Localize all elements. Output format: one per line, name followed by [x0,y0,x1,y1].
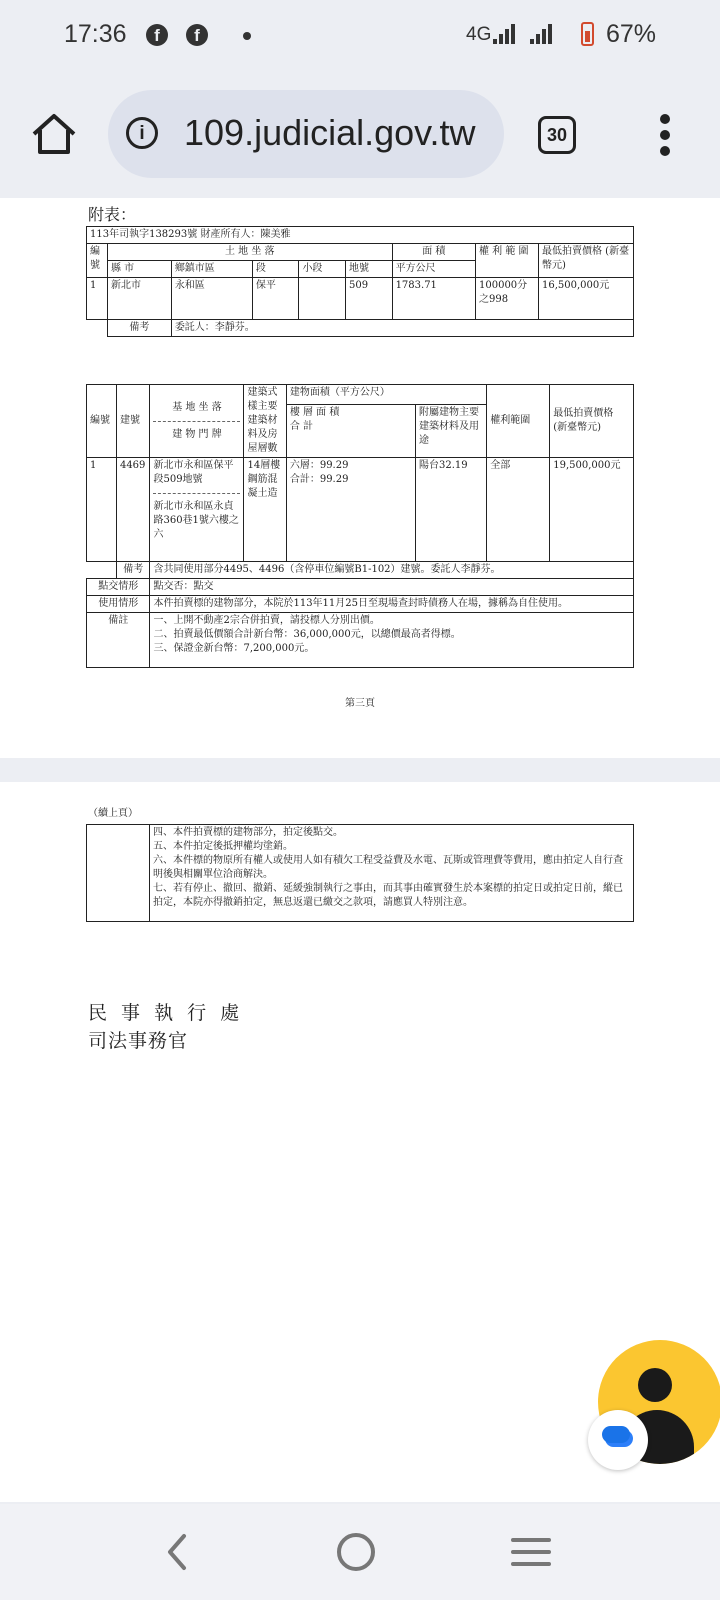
col-header-location: 基 地 坐 落 [172,401,222,413]
more-notifications-dot-icon [243,32,251,40]
land-table [86,226,634,337]
remark-label: 備考 [116,562,150,579]
cell-lot: 509 [346,278,393,320]
continued-notes-table [86,824,634,922]
col-header-no: 編號 [87,385,117,458]
cell-structure: 14層樓鋼筋混凝土造 [244,458,286,562]
cell-subsection [299,278,346,320]
browser-toolbar [0,72,720,196]
col-header-rights: 權利範圍 [487,385,550,458]
address-bar[interactable] [108,90,504,178]
cell-total-area: 合計：99.29 [289,474,349,485]
cell-building-no: 4469 [116,458,150,562]
note-line: 三、保證金新台幣：7,200,000元。 [153,643,315,654]
cell-rights: 100000分之998 [476,278,539,320]
col-header-price: 最低拍賣價格 (新臺幣元) [539,244,634,278]
usage-label: 使用情形 [87,596,150,613]
col-header-rights: 權 利 範 圍 [476,244,539,278]
note-line: 七、若有停止、撤回、撤銷、延緩強制執行之事由，而其事由確實發生於本案標的拍定日或拍定日前，縱已拍定，本院亦得撤銷拍定，無息返還已繳交之款項，請應買人特別注意。 [153,883,623,908]
cell-door-address: 新北市永和區永貞路360巷1號六樓之六 [153,501,239,540]
remark-label: 備考 [108,320,172,337]
col-header-area: 面 積 [392,244,475,261]
note-line: 五、本件拍定後抵押權均塗銷。 [153,841,293,852]
status-bar [0,0,720,72]
col-header-price: 最低拍賣價格 (新臺幣元) [550,385,634,458]
col-header-lot: 地號 [346,261,393,278]
note-line: 四、本件拍賣標的建物部分，拍定後點交。 [153,827,343,838]
status-time: 17:36 [64,20,127,48]
col-header-building-area: 建物面積（平方公尺） [286,385,486,405]
notes-label: 備註 [87,613,150,668]
facebook-notification-icon: f [146,24,168,46]
col-header-floor-area: 樓 層 面 積 [289,407,340,419]
note-line: 一、上開不動產2宗合併拍賣，請投標人分別出價。 [153,615,380,626]
page-number: 第三頁 [345,698,375,709]
facebook-notification-icon: f [186,24,208,46]
cell-no: 1 [87,458,117,562]
cell-floor-area: 六層：99.29 [289,460,349,471]
cell-attached: 陽台32.19 [415,458,486,562]
person-icon [638,1368,672,1402]
usage-text: 本件拍賣標的建物部分，本院於113年11月25日至現場查封時債務人在場，據稱為自住使用。 [150,596,634,613]
signal-strength-icon [530,24,552,44]
col-header-county: 縣 市 [108,261,172,278]
col-header-attached: 附屬建物主要建築材料及用途 [415,405,486,458]
signature-officer: 司法事務官 [88,1030,189,1052]
col-header-town: 鄉鎮市區 [171,261,252,278]
col-header-total: 合 計 [289,421,314,433]
attachment-heading: 附表： [88,205,137,224]
cell-area: 1783.71 [392,278,475,320]
site-info-icon[interactable]: i [126,117,158,149]
cell-rights: 全部 [487,458,550,562]
cell-location: 新北市永和區保平段509地號 [153,460,234,485]
case-line: 113年司執字138293號 財產所有人：陳美雅 [87,227,634,244]
col-header-sqm: 平方公尺 [392,261,475,278]
home-circle-icon[interactable] [334,1530,378,1574]
continued-label: （續上頁） [88,808,138,819]
col-header-structure: 建築式樣主要建築材料及房屋層數 [244,385,286,458]
col-header-building-no: 建號 [116,385,150,458]
building-table [86,384,634,668]
system-navigation-bar [0,1504,720,1600]
signature-office: 民 事 執 行 處 [88,1002,244,1024]
cell-price: 16,500,000元 [539,278,634,320]
network-type: 4G [466,24,492,45]
remark-text: 含共同使用部分4495、4496（含停車位編號B1-102）建號。委託人李靜芬。 [150,562,634,579]
battery-icon [581,22,594,46]
chat-bubble-button[interactable] [588,1410,648,1470]
handover-text: 點交否：點交 [150,579,634,596]
home-icon[interactable] [28,108,80,160]
chat-icon [602,1426,630,1443]
handover-label: 點交情形 [87,579,150,596]
cell-town: 永和區 [171,278,252,320]
note-line: 二、拍賣最低價額合計新台幣：36,000,000元，以總價最高者得標。 [153,629,461,640]
tab-switcher-button[interactable]: 30 [538,116,576,154]
col-header-section: 段 [252,261,299,278]
url-text[interactable]: 109.judicial.gov.tw [184,112,476,153]
cell-section: 保平 [252,278,299,320]
remark-text: 委託人：李靜芬。 [171,320,633,337]
cell-county: 新北市 [108,278,172,320]
col-header-location: 土 地 坐 落 [108,244,393,261]
more-menu-icon[interactable] [660,114,670,156]
col-header-door-address: 建 物 門 牌 [172,428,222,440]
cell-no: 1 [87,278,108,320]
cell-price: 19,500,000元 [550,458,634,562]
col-header-subsection: 小段 [299,261,346,278]
note-line: 六、本件標的物原所有權人或使用人如有積欠工程受益費及水電、瓦斯或管理費等費用，應由拍定人自行查明後與相關單位洽商解決。 [153,855,623,880]
document-page [0,198,720,758]
signal-strength-icon [493,24,515,44]
back-icon[interactable] [160,1530,194,1574]
col-header-no: 編 號 [87,244,108,278]
recent-apps-icon[interactable] [510,1532,552,1572]
battery-percent: 67% [606,20,657,48]
